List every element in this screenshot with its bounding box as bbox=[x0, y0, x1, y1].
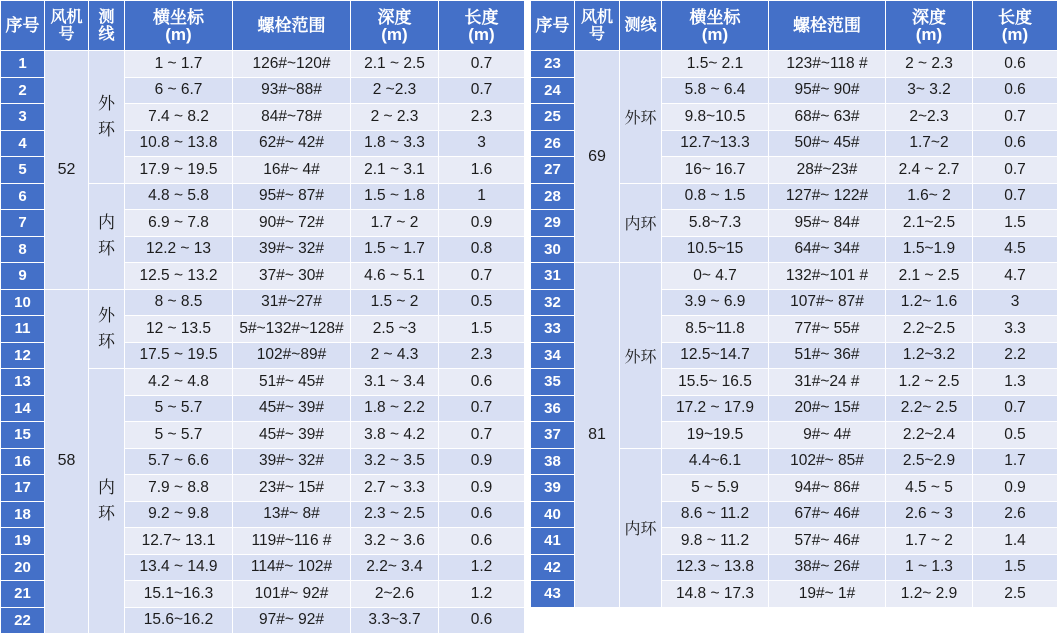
row-index-cell: 14 bbox=[1, 395, 45, 422]
bolt-range-cell: 62#~ 42# bbox=[233, 130, 351, 157]
length-cell: 0.8 bbox=[439, 236, 525, 263]
ring-label-char: 内 bbox=[98, 478, 115, 497]
depth-cell: 1.5 ~ 2 bbox=[351, 289, 439, 316]
header-length-top: 长度 bbox=[998, 7, 1032, 27]
length-cell: 2.6 bbox=[973, 501, 1057, 528]
bolt-range-cell: 19#~ 1# bbox=[769, 581, 886, 608]
bolt-range-cell: 93#~88# bbox=[233, 77, 351, 104]
header-fan-top: 风机 bbox=[580, 8, 613, 26]
depth-cell: 2.2~ 2.5 bbox=[886, 395, 973, 422]
bolt-range-cell: 39#~ 32# bbox=[233, 448, 351, 475]
ring-label-char: 环 bbox=[98, 239, 115, 258]
length-cell: 0.6 bbox=[973, 130, 1057, 157]
depth-cell: 2.4 ~ 2.7 bbox=[886, 157, 973, 184]
bolt-range-cell: 95#~ 84# bbox=[769, 210, 886, 237]
depth-cell: 1.8 ~ 3.3 bbox=[351, 130, 439, 157]
length-cell: 0.6 bbox=[439, 607, 525, 634]
x-range-cell: 12.5~14.7 bbox=[662, 342, 769, 369]
depth-cell: 2.7 ~ 3.3 bbox=[351, 475, 439, 502]
row-index-cell: 10 bbox=[1, 289, 45, 316]
length-cell: 1.3 bbox=[973, 369, 1057, 396]
x-range-cell: 3.9 ~ 6.9 bbox=[662, 289, 769, 316]
bolt-range-cell: 94#~ 86# bbox=[769, 475, 886, 502]
depth-cell: 2.1 ~ 2.5 bbox=[886, 263, 973, 290]
bolt-range-cell: 5#~132#~128# bbox=[233, 316, 351, 343]
table-body-left bbox=[1, 51, 525, 634]
header-index: 序号 bbox=[1, 1, 45, 51]
x-range-cell: 12 ~ 13.5 bbox=[125, 316, 233, 343]
length-cell: 1 bbox=[439, 183, 525, 210]
depth-cell: 2.1 ~ 3.1 bbox=[351, 157, 439, 184]
header-x-bottom: (m) bbox=[165, 24, 192, 44]
length-cell: 0.7 bbox=[973, 157, 1057, 184]
depth-cell: 3~ 3.2 bbox=[886, 77, 973, 104]
ring-label-cell: 内环 bbox=[620, 183, 662, 263]
bolt-range-cell: 20#~ 15# bbox=[769, 395, 886, 422]
depth-cell: 3.1 ~ 3.4 bbox=[351, 369, 439, 396]
row-index-cell: 22 bbox=[1, 607, 45, 634]
x-range-cell: 5.7 ~ 6.6 bbox=[125, 448, 233, 475]
x-range-cell: 8 ~ 8.5 bbox=[125, 289, 233, 316]
length-cell: 1.5 bbox=[439, 316, 525, 343]
bolt-range-cell: 50#~ 45# bbox=[769, 130, 886, 157]
length-cell: 0.9 bbox=[973, 475, 1057, 502]
length-cell: 4.7 bbox=[973, 263, 1057, 290]
defect-table-right bbox=[530, 0, 1057, 608]
length-cell: 4.5 bbox=[973, 236, 1057, 263]
header-x bbox=[125, 1, 233, 51]
depth-cell: 1.5 ~ 1.7 bbox=[351, 236, 439, 263]
x-range-cell: 17.9 ~ 19.5 bbox=[125, 157, 233, 184]
row-index-cell: 37 bbox=[531, 422, 575, 449]
ring-label-char: 内 bbox=[98, 213, 115, 232]
depth-cell: 1.2~ 2.9 bbox=[886, 581, 973, 608]
bolt-range-cell: 13#~ 8# bbox=[233, 501, 351, 528]
bolt-range-cell: 45#~ 39# bbox=[233, 395, 351, 422]
header-bolt: 螺栓范围 bbox=[233, 1, 351, 51]
depth-cell: 1 ~ 1.3 bbox=[886, 554, 973, 581]
x-range-cell: 5 ~ 5.7 bbox=[125, 422, 233, 449]
fan-number-cell: 81 bbox=[575, 263, 620, 608]
depth-cell: 1.7 ~ 2 bbox=[351, 210, 439, 237]
length-cell: 0.7 bbox=[439, 77, 525, 104]
x-range-cell: 16~ 16.7 bbox=[662, 157, 769, 184]
bolt-range-cell: 64#~ 34# bbox=[769, 236, 886, 263]
bolt-range-cell: 39#~ 32# bbox=[233, 236, 351, 263]
bolt-range-cell: 102#~ 85# bbox=[769, 448, 886, 475]
length-cell: 1.4 bbox=[973, 528, 1057, 555]
header-bolt: 螺栓范围 bbox=[769, 1, 886, 51]
header-fan-top: 风机 bbox=[50, 8, 83, 26]
header-line: 测线 bbox=[620, 1, 662, 51]
depth-cell: 2~2.3 bbox=[886, 104, 973, 131]
bolt-range-cell: 102#~89# bbox=[233, 342, 351, 369]
table-row bbox=[1, 51, 525, 78]
fan-number-cell: 69 bbox=[575, 51, 620, 263]
length-cell: 0.7 bbox=[439, 422, 525, 449]
row-index-cell: 21 bbox=[1, 581, 45, 608]
row-index-cell: 5 bbox=[1, 157, 45, 184]
x-range-cell: 7.4 ~ 8.2 bbox=[125, 104, 233, 131]
x-range-cell: 1 ~ 1.7 bbox=[125, 51, 233, 78]
ring-label-cell: 外环 bbox=[620, 51, 662, 184]
header-length bbox=[973, 1, 1057, 51]
row-index-cell: 26 bbox=[531, 130, 575, 157]
header-line-top: 测 bbox=[98, 8, 115, 26]
row-index-cell: 42 bbox=[531, 554, 575, 581]
row-index-cell: 6 bbox=[1, 183, 45, 210]
table-row bbox=[1, 289, 525, 316]
row-index-cell: 39 bbox=[531, 475, 575, 502]
row-index-cell: 43 bbox=[531, 581, 575, 608]
length-cell: 2.3 bbox=[439, 342, 525, 369]
depth-cell: 1.5~1.9 bbox=[886, 236, 973, 263]
depth-cell: 2 ~2.3 bbox=[351, 77, 439, 104]
depth-cell: 3.2 ~ 3.6 bbox=[351, 528, 439, 555]
depth-cell: 1.2 ~ 2.5 bbox=[886, 369, 973, 396]
x-range-cell: 14.8 ~ 17.3 bbox=[662, 581, 769, 608]
bolt-range-cell: 9#~ 4# bbox=[769, 422, 886, 449]
header-depth-top: 深度 bbox=[912, 7, 946, 27]
ring-label-cell: 外环 bbox=[620, 263, 662, 449]
bolt-range-cell: 51#~ 45# bbox=[233, 369, 351, 396]
x-range-cell: 13.4 ~ 14.9 bbox=[125, 554, 233, 581]
bolt-range-cell: 31#~27# bbox=[233, 289, 351, 316]
x-range-cell: 15.5~ 16.5 bbox=[662, 369, 769, 396]
row-index-cell: 12 bbox=[1, 342, 45, 369]
header-depth-top: 深度 bbox=[377, 7, 412, 27]
row-index-cell: 17 bbox=[1, 475, 45, 502]
header-fan bbox=[575, 1, 620, 51]
length-cell: 0.7 bbox=[973, 104, 1057, 131]
x-range-cell: 17.5 ~ 19.5 bbox=[125, 342, 233, 369]
length-cell: 3.3 bbox=[973, 316, 1057, 343]
depth-cell: 2 ~ 2.3 bbox=[351, 104, 439, 131]
bolt-range-cell: 23#~ 15# bbox=[233, 475, 351, 502]
row-index-cell: 7 bbox=[1, 210, 45, 237]
row-index-cell: 31 bbox=[531, 263, 575, 290]
row-index-cell: 33 bbox=[531, 316, 575, 343]
row-index-cell: 27 bbox=[531, 157, 575, 184]
depth-cell: 1.5 ~ 1.8 bbox=[351, 183, 439, 210]
x-range-cell: 12.2 ~ 13 bbox=[125, 236, 233, 263]
length-cell: 0.7 bbox=[973, 183, 1057, 210]
length-cell: 2.2 bbox=[973, 342, 1057, 369]
x-range-cell: 12.5 ~ 13.2 bbox=[125, 263, 233, 290]
x-range-cell: 5.8~7.3 bbox=[662, 210, 769, 237]
length-cell: 0.6 bbox=[973, 77, 1057, 104]
header-x-bottom: (m) bbox=[701, 24, 729, 44]
x-range-cell: 4.8 ~ 5.8 bbox=[125, 183, 233, 210]
row-index-cell: 34 bbox=[531, 342, 575, 369]
bolt-range-cell: 37#~ 30# bbox=[233, 263, 351, 290]
bolt-range-cell: 90#~ 72# bbox=[233, 210, 351, 237]
x-range-cell: 15.6~16.2 bbox=[125, 607, 233, 634]
row-index-cell: 23 bbox=[531, 51, 575, 78]
x-range-cell: 5 ~ 5.7 bbox=[125, 395, 233, 422]
row-index-cell: 8 bbox=[1, 236, 45, 263]
row-index-cell: 28 bbox=[531, 183, 575, 210]
length-cell: 1.7 bbox=[973, 448, 1057, 475]
x-range-cell: 12.7~ 13.1 bbox=[125, 528, 233, 555]
table-body-right bbox=[531, 51, 1057, 608]
x-range-cell: 7.9 ~ 8.8 bbox=[125, 475, 233, 502]
row-index-cell: 29 bbox=[531, 210, 575, 237]
ring-label-char: 外 bbox=[98, 305, 115, 325]
header-row bbox=[531, 1, 1057, 51]
depth-cell: 2 ~ 4.3 bbox=[351, 342, 439, 369]
x-range-cell: 6.9 ~ 7.8 bbox=[125, 210, 233, 237]
depth-cell: 2.5~2.9 bbox=[886, 448, 973, 475]
x-range-cell: 9.8~10.5 bbox=[662, 104, 769, 131]
x-range-cell: 19~19.5 bbox=[662, 422, 769, 449]
length-cell: 0.5 bbox=[439, 289, 525, 316]
bolt-range-cell: 101#~ 92# bbox=[233, 581, 351, 608]
depth-cell: 1.6~ 2 bbox=[886, 183, 973, 210]
bolt-range-cell: 126#~120# bbox=[233, 51, 351, 78]
bolt-range-cell: 77#~ 55# bbox=[769, 316, 886, 343]
row-index-cell: 41 bbox=[531, 528, 575, 555]
length-cell: 0.7 bbox=[439, 263, 525, 290]
length-cell: 0.6 bbox=[439, 369, 525, 396]
depth-cell: 1.7 ~ 2 bbox=[886, 528, 973, 555]
x-range-cell: 12.7~13.3 bbox=[662, 130, 769, 157]
ring-label-char: 环 bbox=[98, 119, 115, 139]
length-cell: 1.2 bbox=[439, 554, 525, 581]
depth-cell: 2~2.6 bbox=[351, 581, 439, 608]
bolt-range-cell: 132#~101 # bbox=[769, 263, 886, 290]
header-depth-bottom: (m) bbox=[381, 24, 408, 44]
length-cell: 0.7 bbox=[439, 51, 525, 78]
fan-number-cell: 58 bbox=[45, 289, 89, 634]
bolt-range-cell: 95#~ 90# bbox=[769, 77, 886, 104]
bolt-range-cell: 67#~ 46# bbox=[769, 501, 886, 528]
x-range-cell: 10.8 ~ 13.8 bbox=[125, 130, 233, 157]
header-line-bottom: 线 bbox=[98, 25, 115, 43]
header-length-bottom: (m) bbox=[468, 24, 495, 44]
length-cell: 0.6 bbox=[439, 501, 525, 528]
length-cell: 1.5 bbox=[973, 210, 1057, 237]
x-range-cell: 0.8 ~ 1.5 bbox=[662, 183, 769, 210]
bolt-range-cell: 114#~ 102# bbox=[233, 554, 351, 581]
row-index-cell: 3 bbox=[1, 104, 45, 131]
depth-cell: 1.8 ~ 2.2 bbox=[351, 395, 439, 422]
length-cell: 0.9 bbox=[439, 210, 525, 237]
row-index-cell: 20 bbox=[1, 554, 45, 581]
depth-cell: 4.5 ~ 5 bbox=[886, 475, 973, 502]
row-index-cell: 25 bbox=[531, 104, 575, 131]
length-cell: 1.2 bbox=[439, 581, 525, 608]
bolt-range-cell: 119#~116 # bbox=[233, 528, 351, 555]
x-range-cell: 8.5~11.8 bbox=[662, 316, 769, 343]
header-depth bbox=[351, 1, 439, 51]
ring-label-char: 外 bbox=[98, 93, 115, 113]
x-range-cell: 9.2 ~ 9.8 bbox=[125, 501, 233, 528]
bolt-range-cell: 45#~ 39# bbox=[233, 422, 351, 449]
fan-number-cell: 52 bbox=[45, 51, 89, 290]
depth-cell: 4.6 ~ 5.1 bbox=[351, 263, 439, 290]
table-row bbox=[531, 263, 1057, 290]
header-depth-bottom: (m) bbox=[915, 24, 943, 44]
length-cell: 3 bbox=[439, 130, 525, 157]
length-cell: 2.5 bbox=[973, 581, 1057, 608]
bolt-range-cell: 28#~23# bbox=[769, 157, 886, 184]
x-range-cell: 0~ 4.7 bbox=[662, 263, 769, 290]
length-cell: 1.6 bbox=[439, 157, 525, 184]
x-range-cell: 9.8 ~ 11.2 bbox=[662, 528, 769, 555]
row-index-cell: 40 bbox=[531, 501, 575, 528]
bolt-range-cell: 123#~118 # bbox=[769, 51, 886, 78]
length-cell: 0.6 bbox=[973, 51, 1057, 78]
depth-cell: 1.2~ 1.6 bbox=[886, 289, 973, 316]
length-cell: 0.6 bbox=[439, 528, 525, 555]
header-index: 序号 bbox=[531, 1, 575, 51]
depth-cell: 2.2~2.4 bbox=[886, 422, 973, 449]
depth-cell: 2.1 ~ 2.5 bbox=[351, 51, 439, 78]
header-x bbox=[662, 1, 769, 51]
header-x-top: 横坐标 bbox=[153, 7, 204, 27]
depth-cell: 2.1~2.5 bbox=[886, 210, 973, 237]
row-index-cell: 15 bbox=[1, 422, 45, 449]
length-cell: 2.3 bbox=[439, 104, 525, 131]
table-row bbox=[531, 51, 1057, 78]
header-fan bbox=[45, 1, 89, 51]
bolt-range-cell: 51#~ 36# bbox=[769, 342, 886, 369]
ring-label-cell bbox=[89, 369, 125, 634]
x-range-cell: 4.2 ~ 4.8 bbox=[125, 369, 233, 396]
row-index-cell: 1 bbox=[1, 51, 45, 78]
length-cell: 1.5 bbox=[973, 554, 1057, 581]
row-index-cell: 9 bbox=[1, 263, 45, 290]
depth-cell: 2.2~ 3.4 bbox=[351, 554, 439, 581]
ring-label-cell: 内环 bbox=[620, 448, 662, 607]
ring-label-char: 环 bbox=[98, 331, 115, 351]
length-cell: 0.5 bbox=[973, 422, 1057, 449]
length-cell: 0.9 bbox=[439, 475, 525, 502]
defect-table-left bbox=[0, 0, 525, 634]
header-length-bottom: (m) bbox=[1001, 24, 1029, 44]
row-index-cell: 18 bbox=[1, 501, 45, 528]
header-line bbox=[89, 1, 125, 51]
bolt-range-cell: 95#~ 87# bbox=[233, 183, 351, 210]
depth-cell: 3.3~3.7 bbox=[351, 607, 439, 634]
depth-cell: 2.2~2.5 bbox=[886, 316, 973, 343]
length-cell: 0.7 bbox=[973, 395, 1057, 422]
ring-label-cell bbox=[89, 183, 125, 289]
length-cell: 3 bbox=[973, 289, 1057, 316]
depth-cell: 1.7~2 bbox=[886, 130, 973, 157]
ring-label-cell bbox=[89, 51, 125, 184]
length-cell: 0.7 bbox=[439, 395, 525, 422]
x-range-cell: 6 ~ 6.7 bbox=[125, 77, 233, 104]
header-length bbox=[439, 1, 525, 51]
header-row bbox=[1, 1, 525, 51]
x-range-cell: 5 ~ 5.9 bbox=[662, 475, 769, 502]
x-range-cell: 17.2 ~ 17.9 bbox=[662, 395, 769, 422]
row-index-cell: 19 bbox=[1, 528, 45, 555]
row-index-cell: 2 bbox=[1, 77, 45, 104]
bolt-range-cell: 97#~ 92# bbox=[233, 607, 351, 634]
row-index-cell: 38 bbox=[531, 448, 575, 475]
depth-cell: 3.8 ~ 4.2 bbox=[351, 422, 439, 449]
header-x-top: 横坐标 bbox=[689, 7, 741, 27]
x-range-cell: 15.1~16.3 bbox=[125, 581, 233, 608]
row-index-cell: 13 bbox=[1, 369, 45, 396]
x-range-cell: 1.5~ 2.1 bbox=[662, 51, 769, 78]
header-depth bbox=[886, 1, 973, 51]
row-index-cell: 4 bbox=[1, 130, 45, 157]
bolt-range-cell: 16#~ 4# bbox=[233, 157, 351, 184]
depth-cell: 2.6 ~ 3 bbox=[886, 501, 973, 528]
x-range-cell: 4.4~6.1 bbox=[662, 448, 769, 475]
length-cell: 0.9 bbox=[439, 448, 525, 475]
ring-label-cell bbox=[89, 289, 125, 369]
depth-cell: 2 ~ 2.3 bbox=[886, 51, 973, 78]
x-range-cell: 10.5~15 bbox=[662, 236, 769, 263]
row-index-cell: 36 bbox=[531, 395, 575, 422]
row-index-cell: 24 bbox=[531, 77, 575, 104]
bolt-range-cell: 107#~ 87# bbox=[769, 289, 886, 316]
x-range-cell: 8.6 ~ 11.2 bbox=[662, 501, 769, 528]
bolt-range-cell: 38#~ 26# bbox=[769, 554, 886, 581]
bolt-range-cell: 68#~ 63# bbox=[769, 104, 886, 131]
depth-cell: 2.5 ~3 bbox=[351, 316, 439, 343]
bolt-range-cell: 57#~ 46# bbox=[769, 528, 886, 555]
depth-cell: 2.3 ~ 2.5 bbox=[351, 501, 439, 528]
bolt-range-cell: 84#~78# bbox=[233, 104, 351, 131]
row-index-cell: 16 bbox=[1, 448, 45, 475]
bolt-range-cell: 31#~24 # bbox=[769, 369, 886, 396]
x-range-cell: 12.3 ~ 13.8 bbox=[662, 554, 769, 581]
header-fan-bottom: 号 bbox=[588, 25, 605, 43]
x-range-cell: 5.8 ~ 6.4 bbox=[662, 77, 769, 104]
header-length-top: 长度 bbox=[464, 7, 499, 27]
ring-label-char: 环 bbox=[98, 504, 115, 523]
row-index-cell: 35 bbox=[531, 369, 575, 396]
depth-cell: 1.2~3.2 bbox=[886, 342, 973, 369]
bolt-range-cell: 127#~ 122# bbox=[769, 183, 886, 210]
row-index-cell: 30 bbox=[531, 236, 575, 263]
header-fan-bottom: 号 bbox=[58, 25, 75, 43]
row-index-cell: 11 bbox=[1, 316, 45, 343]
row-index-cell: 32 bbox=[531, 289, 575, 316]
depth-cell: 3.2 ~ 3.5 bbox=[351, 448, 439, 475]
